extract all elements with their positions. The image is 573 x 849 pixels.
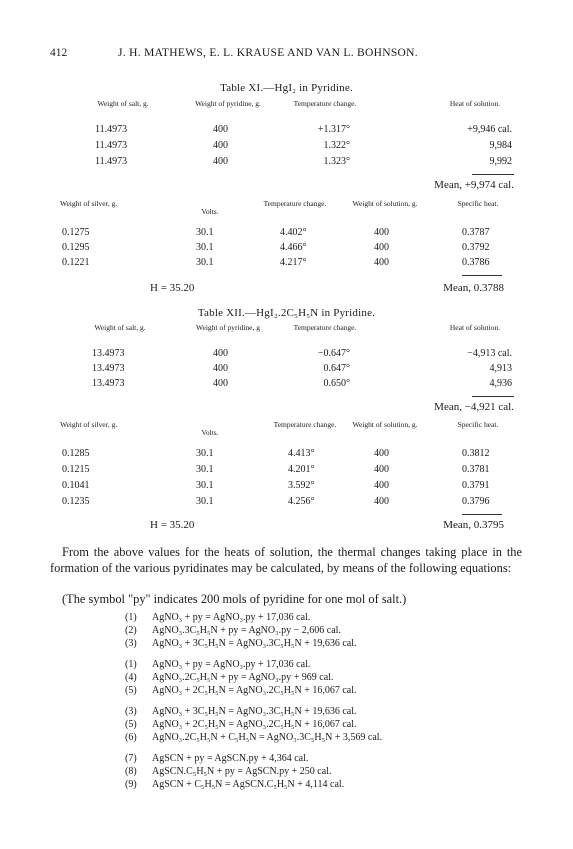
- table-cell: −4,913 cal.: [467, 348, 512, 359]
- t12-p2-header-weight-silver: Weight of silver, g.: [60, 420, 118, 429]
- body-paragraph: From the above values for the heats of solution, the thermal changes taking place in the formation of the various pyridinates may be calculated, by means of the following equations:: [50, 545, 522, 575]
- table-cell: 3.592°: [288, 480, 315, 491]
- equation: AgNO₃ + 3C₅H₅N = AgNO₃.3C₅H₅N + 19,636 cal.: [152, 638, 357, 649]
- table-cell: 30.1: [196, 257, 214, 268]
- page-number: 412: [50, 47, 68, 59]
- t11-h-value: H = 35.20: [150, 282, 195, 294]
- table-cell: 0.1221: [62, 257, 90, 268]
- t12-h-value: H = 35.20: [150, 519, 195, 531]
- t12-p2-header-weight-solution: Weight of solution, g.: [352, 420, 418, 429]
- table-cell: −0.647°: [317, 348, 350, 359]
- equation-number: (5): [125, 719, 137, 730]
- table-12-title: Table XII.—HgI₂.2C₅H₅N in Pyridine.: [197, 307, 376, 319]
- table-cell: 400: [213, 348, 228, 359]
- table-cell: 400: [213, 124, 228, 135]
- table-cell: 30.1: [196, 448, 214, 459]
- sum-rule: [472, 174, 514, 175]
- equation-number: (2): [125, 625, 137, 636]
- table-cell: 400: [374, 448, 389, 459]
- table-cell: 0.1295: [62, 242, 90, 253]
- equation: AgNO₃ + 2C₅H₅N = AgNO₃.2C₅H₅N + 16,067 cal.: [152, 685, 357, 696]
- equation: AgSCN + py = AgSCN.py + 4,364 cal.: [152, 753, 309, 764]
- table-cell: 0.3781: [462, 464, 490, 475]
- table-cell: 4,936: [489, 378, 512, 389]
- t12-p2-header-temp-change: Temperature change.: [273, 420, 337, 429]
- t11-p2-header-temp-change: Temperature change.: [263, 199, 327, 208]
- table-cell: 0.1275: [62, 227, 90, 238]
- t11-p1-header-weight-salt: Weight of salt, g.: [97, 99, 149, 108]
- table-cell: 400: [213, 140, 228, 151]
- table-cell: 0.3791: [462, 480, 490, 491]
- equation: AgNO₃ + 2C₅H₅N = AgNO₃.2C₅H₅N + 16,067 cal.: [152, 719, 357, 730]
- running-head: J. H. MATHEWS, E. L. KRAUSE AND VAN L. BOHNSON.: [118, 47, 418, 59]
- table-cell: 400: [374, 227, 389, 238]
- t11-p2-header-weight-silver: Weight of silver, g.: [60, 199, 118, 208]
- equation-number: (5): [125, 685, 137, 696]
- equation-number: (4): [125, 672, 137, 683]
- table-cell: 13.4973: [92, 378, 125, 389]
- t12-p2-mean: Mean, 0.3795: [443, 519, 504, 531]
- table-cell: 0.3812: [462, 448, 490, 459]
- t12-p1-mean: Mean, −4,921 cal.: [434, 401, 514, 413]
- equation: AgNO₃ + py = AgNO₃.py + 17,036 cal.: [152, 612, 311, 623]
- table-cell: 4,913: [489, 363, 512, 374]
- table-cell: 0.3787: [462, 227, 490, 238]
- table-cell: 30.1: [196, 480, 214, 491]
- table-cell: 30.1: [196, 464, 214, 475]
- t11-p1-mean: Mean, +9,974 cal.: [434, 179, 514, 191]
- sum-rule: [472, 396, 514, 397]
- table-cell: 0.1215: [62, 464, 90, 475]
- equation-number: (3): [125, 638, 137, 649]
- pyridine-symbol-note: (The symbol "py" indicates 200 mols of pyridine for one mol of salt.): [62, 592, 407, 606]
- table-cell: 1.322°: [323, 140, 350, 151]
- equation: AgSCN.C₅H₅N + py = AgSCN.py + 250 cal.: [152, 766, 332, 777]
- t11-p2-mean: Mean, 0.3788: [443, 282, 504, 294]
- equation-number: (1): [125, 659, 137, 670]
- table-cell: 30.1: [196, 496, 214, 507]
- table-cell: 13.4973: [92, 363, 125, 374]
- t11-p1-header-heat-solution: Heat of solution.: [449, 99, 501, 108]
- table-cell: 9,992: [489, 156, 512, 167]
- table-cell: 400: [213, 378, 228, 389]
- table-cell: 400: [374, 257, 389, 268]
- table-cell: 0.1041: [62, 480, 90, 491]
- table-cell: 400: [374, 464, 389, 475]
- equation: AgNO₃.2C₅H₅N + py = AgNO₃.py + 969 cal.: [152, 672, 334, 683]
- table-cell: 4.466°: [280, 242, 307, 253]
- table-cell: 4.217°: [280, 257, 307, 268]
- equation-number: (9): [125, 779, 137, 790]
- t12-p2-header-volts: Volts.: [201, 428, 219, 437]
- equation-number: (1): [125, 612, 137, 623]
- t12-p1-header-temp-change: Temperature change.: [293, 323, 357, 332]
- table-cell: 400: [374, 480, 389, 491]
- t12-p2-header-specific-heat: Specific heat.: [457, 420, 499, 429]
- equation: AgNO₃ + 3C₅H₅N = AgNO₃.3C₅H₅N + 19,636 cal.: [152, 706, 357, 717]
- table-cell: 9,984: [489, 140, 512, 151]
- table-cell: 400: [213, 363, 228, 374]
- t12-p1-header-weight-salt: Weight of salt, g.: [94, 323, 146, 332]
- table-cell: 4.413°: [288, 448, 315, 459]
- table-cell: 30.1: [196, 242, 214, 253]
- t12-p1-header-heat-solution: Heat of solution.: [449, 323, 501, 332]
- table-11-title: Table XI.—HgI₂ in Pyridine.: [220, 82, 353, 94]
- t11-p2-header-volts: Volts.: [201, 207, 219, 216]
- equation: AgNO₃.3C₅H₅N + py = AgNO₃.py − 2,606 cal.: [152, 625, 341, 636]
- equation: AgNO₃.2C₅H₅N + C₅H₅N = AgNO₃.3C₅H₅N + 3,569 cal.: [152, 732, 383, 743]
- table-cell: 11.4973: [95, 156, 128, 167]
- table-cell: 0.1285: [62, 448, 90, 459]
- t11-p1-header-weight-pyridine: Weight of pyridine, g.: [195, 99, 261, 108]
- table-cell: 400: [374, 242, 389, 253]
- table-cell: 11.4973: [95, 140, 128, 151]
- table-cell: 4.402°: [280, 227, 307, 238]
- table-cell: +1.317°: [317, 124, 350, 135]
- table-cell: 0.3786: [462, 257, 490, 268]
- t11-p2-header-specific-heat: Specific heat.: [457, 199, 499, 208]
- table-cell: 1.323°: [323, 156, 350, 167]
- sum-rule: [462, 514, 502, 515]
- t12-p1-header-weight-pyridine: Weight of pyridine, g: [196, 323, 260, 332]
- table-cell: 4.256°: [288, 496, 315, 507]
- sum-rule: [462, 275, 502, 276]
- equation-number: (8): [125, 766, 137, 777]
- t11-p2-header-weight-solution: Weight of solution, g.: [352, 199, 418, 208]
- table-cell: 0.650°: [323, 378, 350, 389]
- table-cell: 0.3792: [462, 242, 490, 253]
- t11-p1-header-temp-change: Temperature change.: [293, 99, 357, 108]
- table-cell: 400: [213, 156, 228, 167]
- equation-number: (6): [125, 732, 137, 743]
- table-cell: 11.4973: [95, 124, 128, 135]
- table-cell: 400: [374, 496, 389, 507]
- equation-number: (7): [125, 753, 137, 764]
- table-cell: +9,946 cal.: [467, 124, 512, 135]
- equation: AgNO₃ + py = AgNO₃.py + 17,036 cal.: [152, 659, 311, 670]
- table-cell: 4.201°: [288, 464, 315, 475]
- table-cell: 0.647°: [323, 363, 350, 374]
- table-cell: 13.4973: [92, 348, 125, 359]
- table-cell: 30.1: [196, 227, 214, 238]
- equation: AgSCN + C₅H₅N = AgSCN.C₅H₅N + 4,114 cal.: [152, 779, 345, 790]
- table-cell: 0.3796: [462, 496, 490, 507]
- equation-number: (3): [125, 706, 137, 717]
- table-cell: 0.1235: [62, 496, 90, 507]
